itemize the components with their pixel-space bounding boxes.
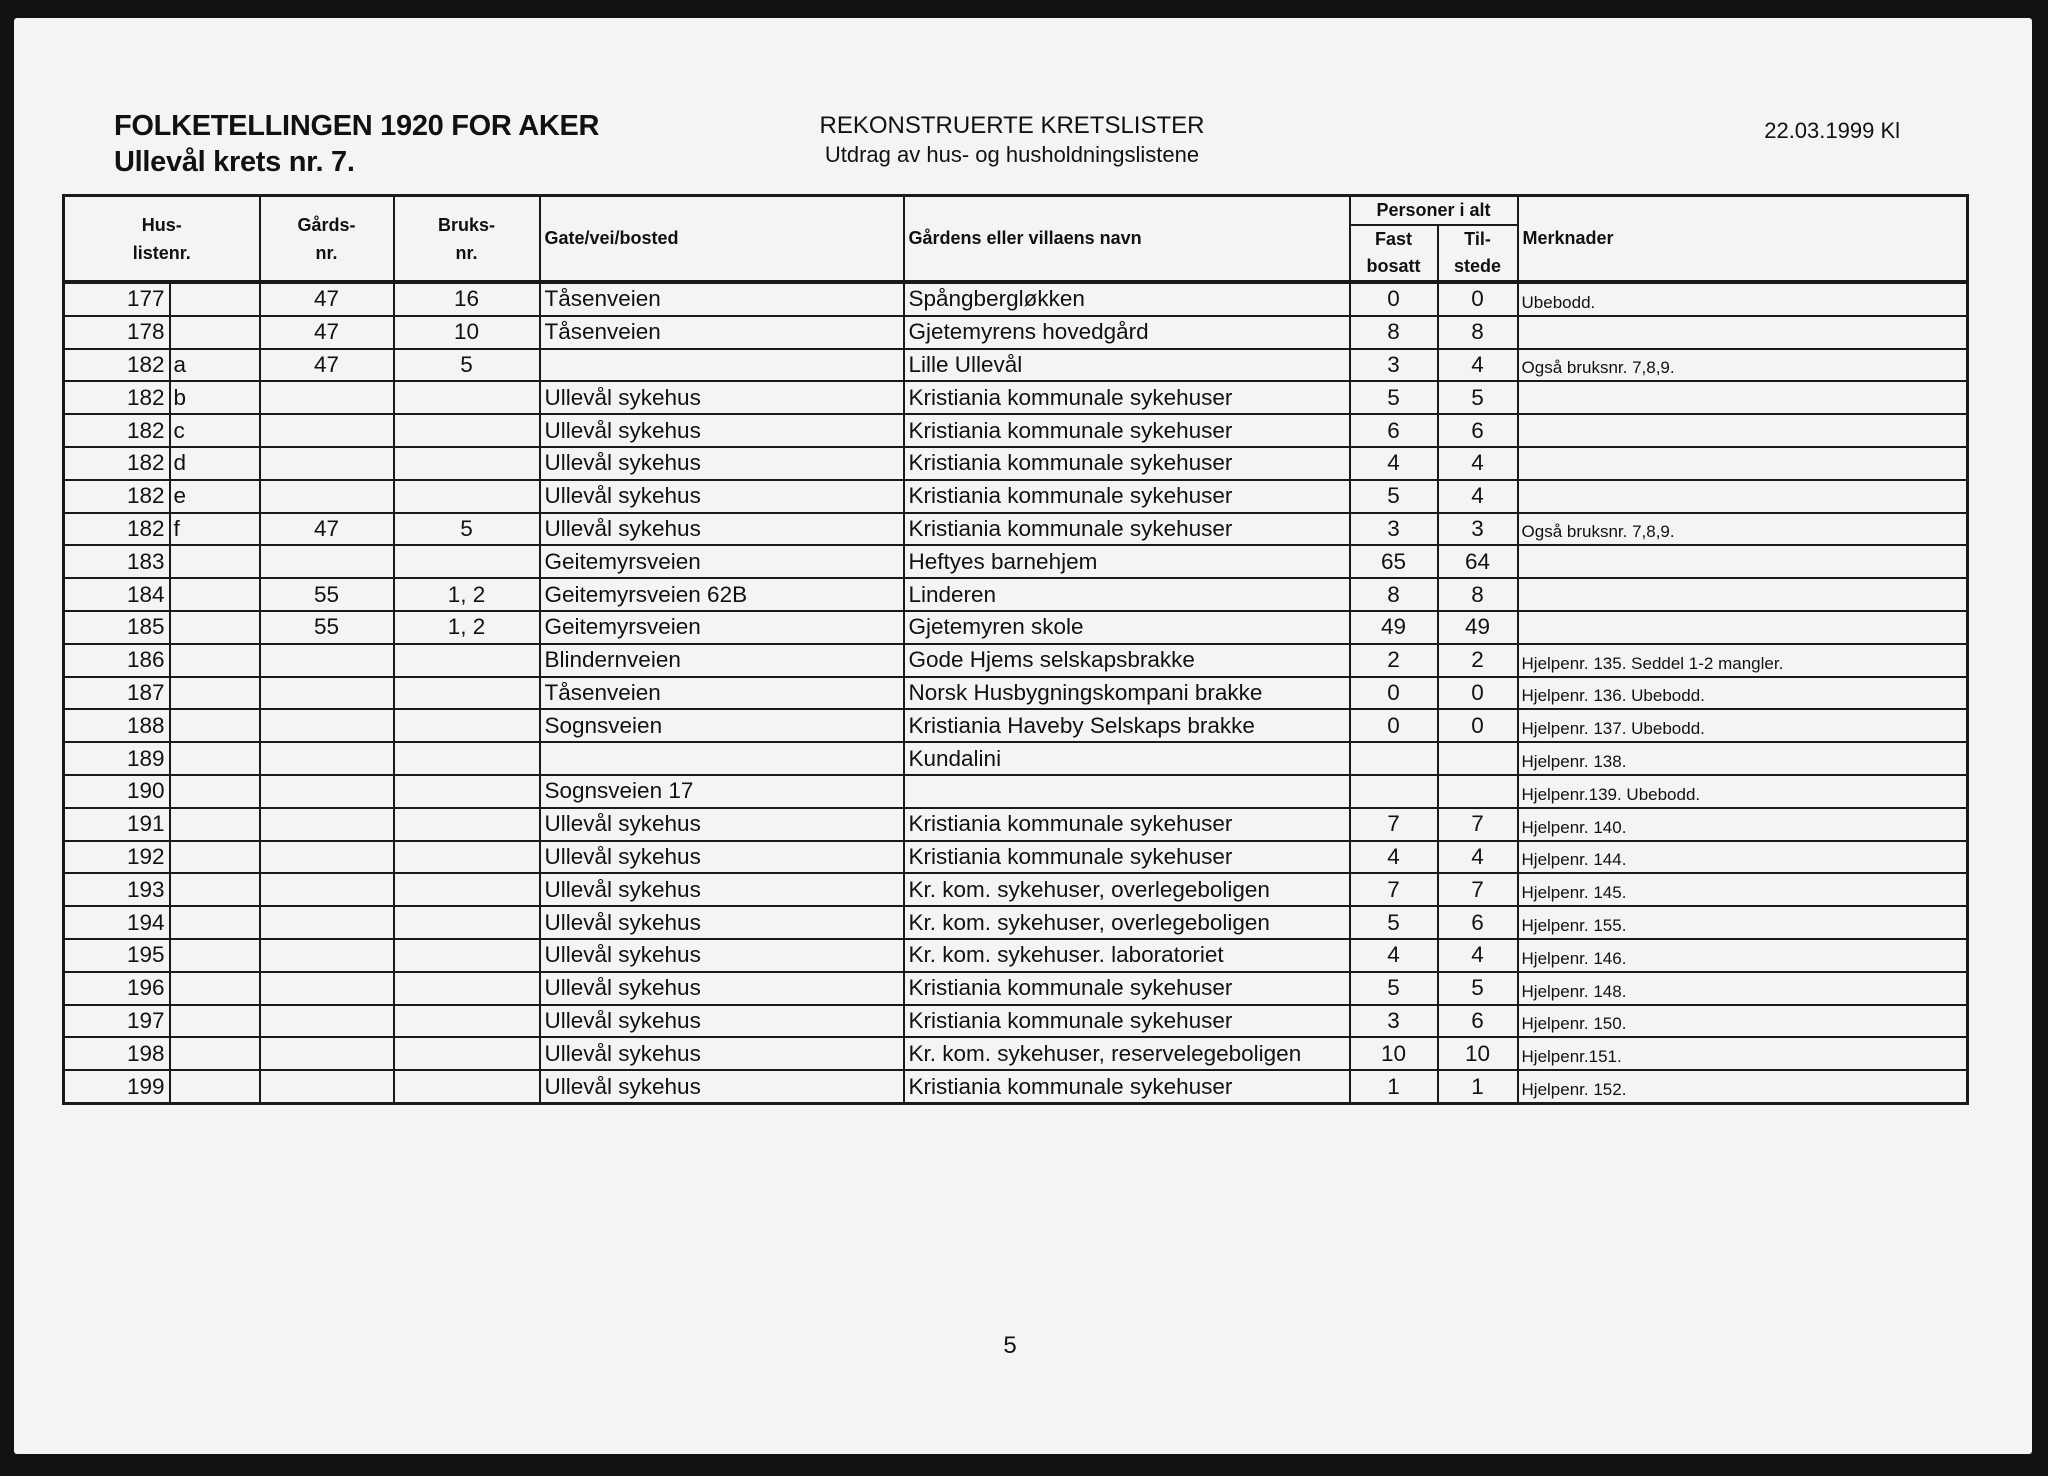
cell-merknader: Hjelpenr. 148. xyxy=(1518,972,1968,1005)
cell-gate: Ullevål sykehus xyxy=(540,447,904,480)
cell-bruks-nr xyxy=(394,709,540,742)
table-row xyxy=(64,644,1968,677)
col-gards-header: Gårds- nr. xyxy=(260,196,394,283)
cell-merknader: Hjelpenr. 138. xyxy=(1518,742,1968,775)
cell-husliste-nr: 182 xyxy=(64,480,170,513)
cell-merknader: Hjelpenr. 137. Ubebodd. xyxy=(1518,709,1968,742)
cell-gards-nr xyxy=(260,381,394,414)
cell-gate: Ullevål sykehus xyxy=(540,939,904,972)
col-navn-header: Gårdens eller villaens navn xyxy=(904,196,1350,283)
cell-husliste-nr: 190 xyxy=(64,775,170,808)
cell-husliste-nr: 178 xyxy=(64,316,170,349)
cell-fast-bosatt: 0 xyxy=(1350,282,1438,316)
cell-merknader: Også bruksnr. 7,8,9. xyxy=(1518,349,1968,382)
cell-gards-nr xyxy=(260,1037,394,1070)
cell-merknader: Hjelpenr. 152. xyxy=(1518,1070,1968,1103)
cell-gate: Ullevål sykehus xyxy=(540,414,904,447)
cell-navn: Kr. kom. sykehuser. laboratoriet xyxy=(904,939,1350,972)
cell-husliste-nr: 182 xyxy=(64,349,170,382)
cell-fast-bosatt: 0 xyxy=(1350,677,1438,710)
cell-gate: Ullevål sykehus xyxy=(540,972,904,1005)
cell-tilstede: 2 xyxy=(1438,644,1518,677)
cell-fast-bosatt: 65 xyxy=(1350,545,1438,578)
cell-navn: Kristiania kommunale sykehuser xyxy=(904,414,1350,447)
cell-fast-bosatt: 5 xyxy=(1350,972,1438,1005)
cell-husliste-suffix xyxy=(170,939,260,972)
cell-merknader: Også bruksnr. 7,8,9. xyxy=(1518,513,1968,546)
cell-fast-bosatt: 5 xyxy=(1350,480,1438,513)
table-row xyxy=(64,545,1968,578)
cell-gards-nr: 47 xyxy=(260,282,394,316)
cell-bruks-nr: 1, 2 xyxy=(394,578,540,611)
cell-gate: Sognsveien 17 xyxy=(540,775,904,808)
cell-tilstede: 10 xyxy=(1438,1037,1518,1070)
cell-bruks-nr xyxy=(394,972,540,1005)
table-row xyxy=(64,414,1968,447)
cell-gate xyxy=(540,742,904,775)
cell-husliste-nr: 189 xyxy=(64,742,170,775)
cell-tilstede: 49 xyxy=(1438,611,1518,644)
table-row xyxy=(64,873,1968,906)
cell-tilstede: 6 xyxy=(1438,906,1518,939)
cell-gards-nr xyxy=(260,742,394,775)
cell-bruks-nr xyxy=(394,873,540,906)
cell-gate: Tåsenveien xyxy=(540,677,904,710)
cell-fast-bosatt: 8 xyxy=(1350,578,1438,611)
table-row xyxy=(64,841,1968,874)
cell-merknader: Hjelpenr. 155. xyxy=(1518,906,1968,939)
cell-husliste-suffix xyxy=(170,906,260,939)
cell-navn: Kristiania kommunale sykehuser xyxy=(904,1005,1350,1038)
cell-husliste-nr: 196 xyxy=(64,972,170,1005)
table-row xyxy=(64,349,1968,382)
cell-gate: Geitemyrsveien xyxy=(540,611,904,644)
table-row xyxy=(64,1005,1968,1038)
cell-gate: Geitemyrsveien 62B xyxy=(540,578,904,611)
cell-navn: Kristiania kommunale sykehuser xyxy=(904,841,1350,874)
cell-gards-nr xyxy=(260,677,394,710)
cell-gards-nr xyxy=(260,709,394,742)
cell-bruks-nr: 5 xyxy=(394,513,540,546)
cell-fast-bosatt: 7 xyxy=(1350,808,1438,841)
table-row xyxy=(64,709,1968,742)
cell-bruks-nr xyxy=(394,447,540,480)
cell-bruks-nr xyxy=(394,808,540,841)
cell-gate: Geitemyrsveien xyxy=(540,545,904,578)
census-table xyxy=(62,194,1969,1105)
cell-husliste-nr: 193 xyxy=(64,873,170,906)
cell-husliste-nr: 182 xyxy=(64,381,170,414)
cell-tilstede: 6 xyxy=(1438,1005,1518,1038)
cell-navn: Gode Hjems selskapsbrakke xyxy=(904,644,1350,677)
cell-gards-nr xyxy=(260,972,394,1005)
cell-merknader: Hjelpenr. 146. xyxy=(1518,939,1968,972)
cell-gards-nr xyxy=(260,775,394,808)
cell-navn: Lille Ullevål xyxy=(904,349,1350,382)
cell-gate: Ullevål sykehus xyxy=(540,808,904,841)
cell-husliste-suffix: e xyxy=(170,480,260,513)
cell-bruks-nr xyxy=(394,480,540,513)
cell-fast-bosatt: 6 xyxy=(1350,414,1438,447)
cell-merknader: Hjelpenr. 140. xyxy=(1518,808,1968,841)
cell-bruks-nr xyxy=(394,381,540,414)
cell-fast-bosatt: 49 xyxy=(1350,611,1438,644)
cell-merknader: Ubebodd. xyxy=(1518,282,1968,316)
col-gate-header: Gate/vei/bosted xyxy=(540,196,904,283)
cell-husliste-nr: 182 xyxy=(64,447,170,480)
list-description: Utdrag av hus- og husholdningslistene xyxy=(824,142,1200,167)
cell-bruks-nr xyxy=(394,545,540,578)
cell-fast-bosatt: 4 xyxy=(1350,841,1438,874)
cell-merknader xyxy=(1518,316,1968,349)
table-row xyxy=(64,775,1968,808)
cell-gate: Blindernveien xyxy=(540,644,904,677)
cell-merknader: Hjelpenr.139. Ubebodd. xyxy=(1518,775,1968,808)
cell-fast-bosatt: 8 xyxy=(1350,316,1438,349)
cell-merknader: Hjelpenr. 135. Seddel 1-2 mangler. xyxy=(1518,644,1968,677)
cell-merknader xyxy=(1518,447,1968,480)
cell-merknader xyxy=(1518,545,1968,578)
cell-fast-bosatt: 2 xyxy=(1350,644,1438,677)
table-row xyxy=(64,939,1968,972)
cell-navn: Spångbergløkken xyxy=(904,282,1350,316)
cell-merknader xyxy=(1518,480,1968,513)
table-row xyxy=(64,677,1968,710)
cell-fast-bosatt: 5 xyxy=(1350,906,1438,939)
cell-merknader: Hjelpenr. 136. Ubebodd. xyxy=(1518,677,1968,710)
cell-navn: Kr. kom. sykehuser, reservelegeboligen xyxy=(904,1037,1350,1070)
cell-tilstede: 6 xyxy=(1438,414,1518,447)
cell-tilstede: 4 xyxy=(1438,841,1518,874)
cell-navn: Kundalini xyxy=(904,742,1350,775)
cell-merknader: Hjelpenr.151. xyxy=(1518,1037,1968,1070)
cell-husliste-suffix xyxy=(170,282,260,316)
cell-navn: Kristiania Haveby Selskaps brakke xyxy=(904,709,1350,742)
cell-husliste-suffix xyxy=(170,808,260,841)
cell-fast-bosatt: 7 xyxy=(1350,873,1438,906)
cell-tilstede: 5 xyxy=(1438,972,1518,1005)
cell-bruks-nr xyxy=(394,841,540,874)
cell-tilstede: 4 xyxy=(1438,939,1518,972)
cell-gate: Ullevål sykehus xyxy=(540,1005,904,1038)
cell-gards-nr xyxy=(260,1070,394,1103)
table-row xyxy=(64,972,1968,1005)
cell-tilstede: 4 xyxy=(1438,447,1518,480)
cell-gards-nr xyxy=(260,447,394,480)
col-bruks-header: Bruks- nr. xyxy=(394,196,540,283)
cell-gate: Ullevål sykehus xyxy=(540,841,904,874)
table-row xyxy=(64,742,1968,775)
cell-gate: Tåsenveien xyxy=(540,282,904,316)
cell-husliste-suffix xyxy=(170,644,260,677)
document-subtitle: Ullevål krets nr. 7. xyxy=(114,146,355,178)
cell-merknader: Hjelpenr. 150. xyxy=(1518,1005,1968,1038)
cell-fast-bosatt: 0 xyxy=(1350,709,1438,742)
cell-husliste-suffix xyxy=(170,742,260,775)
cell-husliste-suffix xyxy=(170,611,260,644)
cell-gate: Ullevål sykehus xyxy=(540,873,904,906)
cell-tilstede: 8 xyxy=(1438,578,1518,611)
cell-merknader xyxy=(1518,414,1968,447)
cell-husliste-suffix xyxy=(170,578,260,611)
col-fast-header: Fast bosatt xyxy=(1350,225,1438,282)
cell-gate: Ullevål sykehus xyxy=(540,906,904,939)
cell-husliste-suffix: a xyxy=(170,349,260,382)
document-date: 22.03.1999 Kl xyxy=(1764,118,1900,143)
cell-husliste-nr: 182 xyxy=(64,513,170,546)
cell-gards-nr: 47 xyxy=(260,316,394,349)
cell-husliste-suffix xyxy=(170,1037,260,1070)
cell-bruks-nr xyxy=(394,775,540,808)
cell-navn: Gjetemyren skole xyxy=(904,611,1350,644)
table-row xyxy=(64,578,1968,611)
cell-merknader xyxy=(1518,578,1968,611)
table-body xyxy=(64,282,1968,1103)
cell-husliste-suffix xyxy=(170,841,260,874)
cell-husliste-nr: 183 xyxy=(64,545,170,578)
table-row xyxy=(64,1070,1968,1103)
cell-navn: Kristiania kommunale sykehuser xyxy=(904,808,1350,841)
table-header xyxy=(64,196,1968,283)
cell-tilstede: 7 xyxy=(1438,873,1518,906)
cell-bruks-nr xyxy=(394,906,540,939)
cell-tilstede: 0 xyxy=(1438,677,1518,710)
cell-tilstede: 5 xyxy=(1438,381,1518,414)
cell-tilstede: 4 xyxy=(1438,349,1518,382)
cell-navn: Kristiania kommunale sykehuser xyxy=(904,513,1350,546)
cell-navn: Norsk Husbygningskompani brakke xyxy=(904,677,1350,710)
cell-gate: Ullevål sykehus xyxy=(540,1070,904,1103)
cell-husliste-nr: 187 xyxy=(64,677,170,710)
cell-bruks-nr xyxy=(394,742,540,775)
cell-husliste-suffix xyxy=(170,316,260,349)
cell-tilstede: 0 xyxy=(1438,282,1518,316)
cell-tilstede: 64 xyxy=(1438,545,1518,578)
table-row xyxy=(64,513,1968,546)
cell-gards-nr xyxy=(260,414,394,447)
cell-gards-nr xyxy=(260,873,394,906)
cell-gards-nr xyxy=(260,480,394,513)
cell-husliste-suffix: b xyxy=(170,381,260,414)
cell-husliste-suffix xyxy=(170,677,260,710)
col-personer-header: Personer i alt xyxy=(1350,196,1518,226)
cell-husliste-nr: 191 xyxy=(64,808,170,841)
cell-husliste-suffix: c xyxy=(170,414,260,447)
cell-gate: Ullevål sykehus xyxy=(540,480,904,513)
cell-bruks-nr xyxy=(394,1005,540,1038)
cell-tilstede xyxy=(1438,775,1518,808)
cell-tilstede: 1 xyxy=(1438,1070,1518,1103)
cell-gards-nr xyxy=(260,808,394,841)
col-merknader-header: Merknader xyxy=(1518,196,1968,283)
cell-husliste-nr: 195 xyxy=(64,939,170,972)
cell-husliste-nr: 197 xyxy=(64,1005,170,1038)
cell-bruks-nr xyxy=(394,1037,540,1070)
page-number: 5 xyxy=(1003,1332,1017,1359)
cell-bruks-nr: 10 xyxy=(394,316,540,349)
cell-husliste-suffix xyxy=(170,1070,260,1103)
table-row xyxy=(64,808,1968,841)
cell-fast-bosatt xyxy=(1350,775,1438,808)
cell-bruks-nr xyxy=(394,1070,540,1103)
cell-fast-bosatt: 5 xyxy=(1350,381,1438,414)
document-title: FOLKETELLINGEN 1920 FOR AKER xyxy=(114,110,600,142)
cell-husliste-suffix xyxy=(170,775,260,808)
cell-husliste-nr: 184 xyxy=(64,578,170,611)
cell-tilstede: 4 xyxy=(1438,480,1518,513)
cell-navn: Kr. kom. sykehuser, overlegeboligen xyxy=(904,906,1350,939)
cell-fast-bosatt: 4 xyxy=(1350,939,1438,972)
cell-merknader: Hjelpenr. 144. xyxy=(1518,841,1968,874)
cell-fast-bosatt: 4 xyxy=(1350,447,1438,480)
table-row xyxy=(64,611,1968,644)
cell-navn: Kristiania kommunale sykehuser xyxy=(904,447,1350,480)
cell-navn: Kristiania kommunale sykehuser xyxy=(904,381,1350,414)
table-row xyxy=(64,1037,1968,1070)
cell-bruks-nr: 16 xyxy=(394,282,540,316)
cell-gards-nr: 47 xyxy=(260,349,394,382)
cell-navn: Heftyes barnehjem xyxy=(904,545,1350,578)
cell-husliste-nr: 199 xyxy=(64,1070,170,1103)
cell-gate: Ullevål sykehus xyxy=(540,381,904,414)
cell-husliste-nr: 192 xyxy=(64,841,170,874)
cell-fast-bosatt: 10 xyxy=(1350,1037,1438,1070)
cell-tilstede xyxy=(1438,742,1518,775)
cell-gards-nr: 47 xyxy=(260,513,394,546)
table-row xyxy=(64,906,1968,939)
cell-navn: Kristiania kommunale sykehuser xyxy=(904,480,1350,513)
cell-gards-nr xyxy=(260,644,394,677)
cell-navn: Kristiania kommunale sykehuser xyxy=(904,972,1350,1005)
cell-husliste-suffix: d xyxy=(170,447,260,480)
cell-tilstede: 3 xyxy=(1438,513,1518,546)
cell-husliste-suffix xyxy=(170,873,260,906)
cell-bruks-nr: 1, 2 xyxy=(394,611,540,644)
cell-fast-bosatt: 1 xyxy=(1350,1070,1438,1103)
cell-bruks-nr: 5 xyxy=(394,349,540,382)
table-row xyxy=(64,480,1968,513)
cell-husliste-nr: 182 xyxy=(64,414,170,447)
cell-gate: Sognsveien xyxy=(540,709,904,742)
cell-fast-bosatt: 3 xyxy=(1350,349,1438,382)
cell-navn: Kristiania kommunale sykehuser xyxy=(904,1070,1350,1103)
cell-navn xyxy=(904,775,1350,808)
cell-husliste-nr: 185 xyxy=(64,611,170,644)
table-row xyxy=(64,381,1968,414)
cell-gate: Tåsenveien xyxy=(540,316,904,349)
cell-navn: Gjetemyrens hovedgård xyxy=(904,316,1350,349)
cell-tilstede: 8 xyxy=(1438,316,1518,349)
cell-merknader xyxy=(1518,381,1968,414)
cell-tilstede: 0 xyxy=(1438,709,1518,742)
cell-navn: Kr. kom. sykehuser, overlegeboligen xyxy=(904,873,1350,906)
cell-husliste-nr: 198 xyxy=(64,1037,170,1070)
cell-tilstede: 7 xyxy=(1438,808,1518,841)
col-til-header: Til- stede xyxy=(1438,225,1518,282)
cell-bruks-nr xyxy=(394,677,540,710)
cell-gards-nr xyxy=(260,1005,394,1038)
cell-gards-nr: 55 xyxy=(260,578,394,611)
cell-husliste-suffix xyxy=(170,972,260,1005)
cell-husliste-nr: 186 xyxy=(64,644,170,677)
cell-gate xyxy=(540,349,904,382)
cell-merknader: Hjelpenr. 145. xyxy=(1518,873,1968,906)
cell-husliste-nr: 194 xyxy=(64,906,170,939)
cell-husliste-nr: 188 xyxy=(64,709,170,742)
cell-husliste-suffix xyxy=(170,1005,260,1038)
cell-navn: Linderen xyxy=(904,578,1350,611)
cell-fast-bosatt: 3 xyxy=(1350,513,1438,546)
cell-gards-nr xyxy=(260,545,394,578)
cell-merknader xyxy=(1518,611,1968,644)
cell-fast-bosatt: 3 xyxy=(1350,1005,1438,1038)
cell-bruks-nr xyxy=(394,414,540,447)
cell-bruks-nr xyxy=(394,939,540,972)
cell-gards-nr: 55 xyxy=(260,611,394,644)
cell-fast-bosatt xyxy=(1350,742,1438,775)
table-row xyxy=(64,316,1968,349)
table-row xyxy=(64,447,1968,480)
cell-bruks-nr xyxy=(394,644,540,677)
cell-husliste-suffix xyxy=(170,545,260,578)
cell-gate: Ullevål sykehus xyxy=(540,513,904,546)
cell-husliste-nr: 177 xyxy=(64,282,170,316)
list-title: REKONSTRUERTE KRETSLISTER xyxy=(819,112,1205,139)
cell-gards-nr xyxy=(260,939,394,972)
cell-gards-nr xyxy=(260,841,394,874)
cell-husliste-suffix: f xyxy=(170,513,260,546)
col-husliste-header: Hus- listenr. xyxy=(64,196,260,283)
cell-gards-nr xyxy=(260,906,394,939)
cell-husliste-suffix xyxy=(170,709,260,742)
cell-gate: Ullevål sykehus xyxy=(540,1037,904,1070)
table-row xyxy=(64,282,1968,316)
